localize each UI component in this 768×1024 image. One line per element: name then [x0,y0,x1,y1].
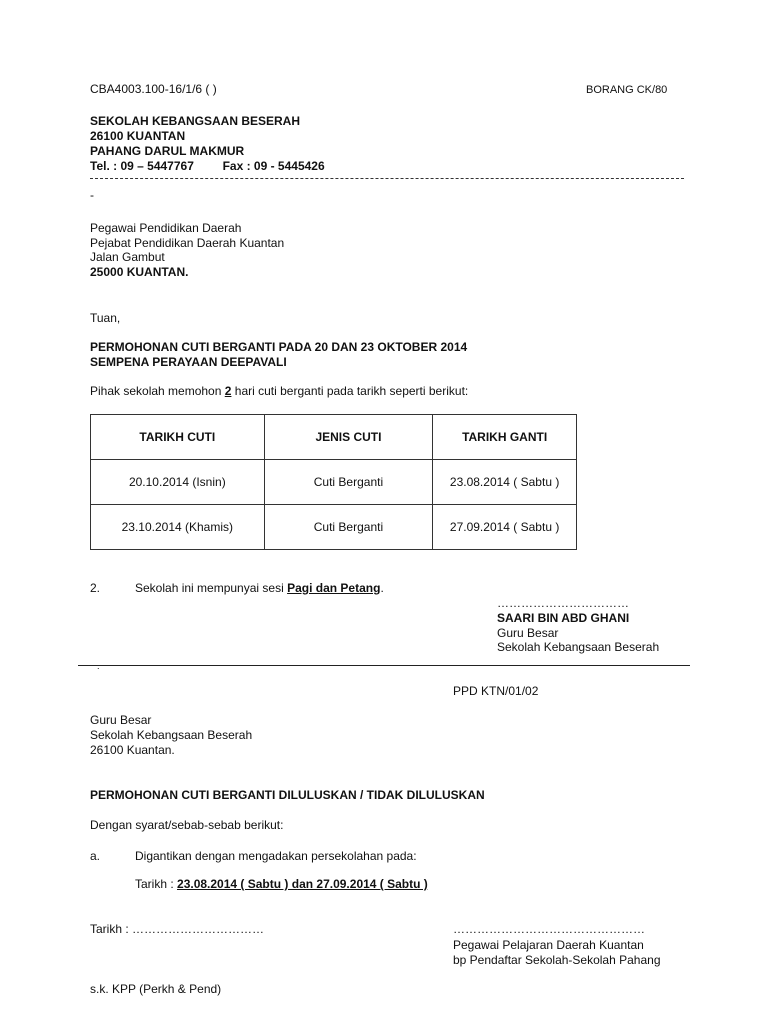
letter-subject [90,340,467,370]
fax-number: 09 - 5445426 [253,159,325,173]
signatory-title: Guru Besar [497,625,559,640]
reply-reference: PPD KTN/01/02 [453,684,539,698]
leave-table [90,414,577,550]
condition-item-number: a. [90,849,101,863]
table-row [91,460,577,505]
table-header-row [91,415,577,460]
table-cell: 27.09.2014 ( Sabtu ) [433,505,577,550]
letterhead-divider [90,178,684,179]
table-cell: 20.10.2014 (Isnin) [91,460,265,505]
signature-line: …………………………… [497,596,629,610]
paragraph-2-number: 2. [90,581,101,595]
reply-conditions: Dengan syarat/sebab-sebab berikut: [90,818,284,832]
reply-to-line-1: Guru Besar [90,713,152,727]
table-header-cell: JENIS CUTI [264,415,433,460]
signature-block [497,611,659,655]
intro-after: hari cuti berganti pada tarikh seperti berikut: [231,384,469,398]
replacement-dates-value: 23.08.2014 ( Sabtu ) dan 27.09.2014 ( Sabtu ) [177,877,428,891]
intro-count: 2 [224,384,232,398]
form-code: BORANG CK/80 [586,84,668,96]
school-city: 26100 KUANTAN [90,129,186,143]
tel-label: Tel. : [90,159,118,173]
table-cell: 23.08.2014 ( Sabtu ) [433,460,577,505]
school-name: SEKOLAH KEBANGSAAN BESERAH [90,114,301,128]
reply-subject: PERMOHONAN CUTI BERGANTI DILULUSKAN / TIDAK DILULUSKAN [90,788,485,802]
intro-before: Pihak sekolah memohon [90,384,225,398]
replacement-dates-label: Tarikh : [135,877,178,891]
recipient-address [90,221,284,279]
subject-line-1: PERMOHONAN CUTI BERGANTI PADA 20 DAN 23 OKTOBER 2014 [90,340,468,354]
para2-after: . [380,581,384,595]
table-header-cell: TARIKH CUTI [91,415,265,460]
table-header-cell: TARIKH GANTI [433,415,577,460]
reply-date-line: Tarikh : …………………………… [90,922,265,936]
divider-dash: - [90,188,94,202]
subject-line-2: SEMPENA PERAYAAN DEEPAVALI [90,355,287,369]
officer-line-2: bp Pendaftar Sekolah-Sekolah Pahang [453,952,661,967]
fax-label: Fax : [222,159,251,173]
reference-number: CBA4003.100-16/1/6 ( ) [90,82,217,96]
section-divider [78,665,690,666]
school-contact [90,159,325,174]
reply-to-line-2: Sekolah Kebangsaan Beserah [90,728,253,742]
para2-before: Sekolah ini mempunyai sesi [135,581,288,595]
table-cell: Cuti Berganti [264,460,433,505]
salutation: Tuan, [90,311,121,325]
signatory-org: Sekolah Kebangsaan Beserah [497,640,660,654]
signatory-name: SAARI BIN ABD GHANI [497,611,630,625]
table-cell: 23.10.2014 (Khamis) [91,505,265,550]
paragraph-2-text [135,581,384,595]
carbon-copy: s.k. KPP (Perkh & Pend) [90,982,222,996]
table-cell: Cuti Berganti [264,505,433,550]
intro-paragraph [90,384,468,398]
officer-line-1: Pegawai Pelajaran Daerah Kuantan [453,938,644,952]
officer-signature-block [453,938,661,967]
recipient-line-4: 25000 KUANTAN. [90,264,189,279]
school-letterhead [90,114,325,174]
school-state: PAHANG DARUL MAKMUR [90,144,245,158]
officer-signature-line: ………………………………………… [453,922,645,936]
replacement-dates [135,877,428,891]
table-row [91,505,577,550]
session-type: Pagi dan Petang [287,581,381,595]
reply-to-line-3: 26100 Kuantan. [90,743,175,757]
recipient-line-3: Jalan Gambut [90,250,165,264]
tel-number: 09 – 5447767 [120,159,194,173]
recipient-line-2: Pejabat Pendidikan Daerah Kuantan [90,235,285,250]
condition-item-text: Digantikan dengan mengadakan persekolahan pada: [135,849,417,863]
recipient-line-1: Pegawai Pendidikan Daerah [90,221,242,235]
reply-recipient [90,713,252,758]
section-mark: . [97,661,100,671]
